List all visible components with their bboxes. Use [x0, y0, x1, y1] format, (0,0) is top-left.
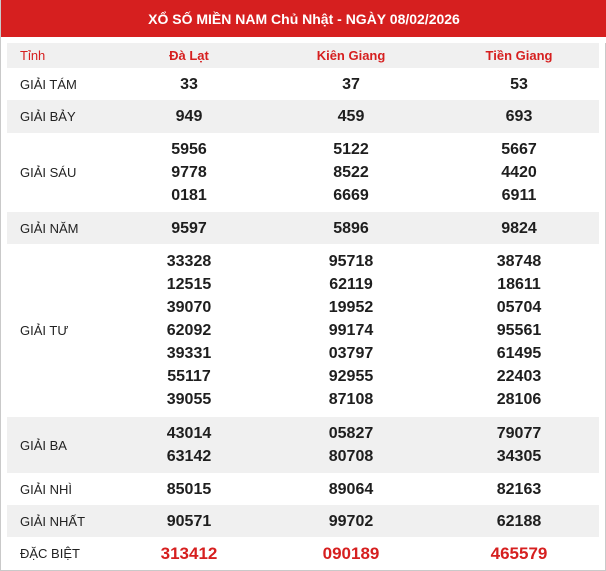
- winning-number: 5667: [501, 141, 537, 158]
- winning-number: 05827: [328, 425, 374, 442]
- winning-number: 37: [342, 75, 360, 93]
- table-row: [7, 473, 599, 505]
- winning-number: 22403: [496, 368, 542, 385]
- prize-cell-p2: [263, 212, 439, 244]
- winning-number: 693: [505, 108, 533, 125]
- winning-number: 19952: [328, 299, 374, 316]
- prize-label: GIẢI BẢY: [20, 109, 76, 124]
- winning-number: 85015: [166, 480, 212, 498]
- winning-number: 53: [510, 75, 528, 93]
- winning-number: 03797: [328, 345, 374, 362]
- winning-number: 465579: [490, 543, 548, 563]
- column-header-tien-giang[interactable]: Tiền Giang: [485, 48, 553, 63]
- winning-number: 79077: [496, 425, 542, 442]
- winning-number: 5956: [171, 141, 207, 158]
- table-row: [7, 100, 599, 133]
- prize-label: GIẢI NHÌ: [20, 481, 73, 497]
- prize-cell-p1: [115, 537, 263, 569]
- prize-cell-p1: [115, 505, 263, 537]
- winning-number: 4420: [501, 164, 537, 181]
- prize-label: GIẢI NHẤT: [20, 513, 86, 529]
- province-column-header: Tỉnh: [20, 48, 46, 63]
- winning-number: 313412: [160, 543, 218, 563]
- winning-number: 80708: [328, 448, 374, 465]
- prize-cell-p1: [115, 212, 263, 244]
- prize-cell-p1: [115, 133, 263, 212]
- winning-number: 34305: [496, 448, 542, 465]
- winning-number: 33: [180, 75, 198, 93]
- winning-number: 8522: [333, 164, 369, 181]
- winning-number: 05704: [496, 299, 542, 316]
- column-header-da-lat[interactable]: Đà Lạt: [169, 48, 209, 63]
- winning-number: 090189: [322, 543, 380, 563]
- table-row: [7, 68, 599, 100]
- winning-number: 6669: [333, 187, 369, 204]
- winning-number: 33328: [166, 253, 212, 270]
- winning-number: 459: [337, 108, 365, 125]
- prize-label: GIẢI TƯ: [20, 323, 69, 338]
- winning-number: 90571: [166, 512, 212, 530]
- winning-number: 28106: [496, 391, 542, 408]
- winning-number: 43014: [166, 425, 212, 442]
- prize-cell-p3: [439, 505, 599, 537]
- prize-cell-p3: [439, 133, 599, 212]
- prize-cell-p2: [263, 537, 439, 569]
- results-title-bar: [1, 0, 606, 37]
- winning-number: 12515: [166, 276, 212, 293]
- prize-label: GIẢI TÁM: [20, 76, 77, 92]
- prize-cell-p3: [439, 417, 599, 473]
- prize-label: GIẢI NĂM: [20, 220, 79, 236]
- winning-number: 99174: [328, 322, 374, 339]
- winning-number: 5896: [333, 219, 369, 237]
- prize-label: GIẢI BA: [20, 437, 67, 453]
- prize-cell-p1: [115, 473, 263, 505]
- winning-number: 39331: [166, 345, 212, 362]
- table-row: [7, 417, 599, 473]
- table-row: [7, 212, 599, 244]
- winning-number: 82163: [496, 480, 542, 498]
- winning-number: 61495: [496, 345, 542, 362]
- prize-cell-p2: [263, 417, 439, 473]
- prize-cell-p1: [115, 100, 263, 133]
- winning-number: 63142: [166, 448, 212, 465]
- winning-number: 9824: [501, 219, 537, 237]
- winning-number: 99702: [328, 512, 374, 530]
- prize-cell-p1: [115, 244, 263, 417]
- winning-number: 9778: [171, 164, 207, 181]
- prize-cell-p2: [263, 473, 439, 505]
- winning-number: 62119: [329, 276, 373, 293]
- prize-cell-p3: [439, 212, 599, 244]
- winning-number: 39055: [166, 391, 212, 408]
- results-title: XỔ SỐ MIỀN NAM Chủ Nhật - NGÀY 08/02/2026: [148, 10, 460, 27]
- table-row: [7, 505, 599, 537]
- winning-number: 18611: [497, 276, 541, 293]
- winning-number: 62188: [496, 512, 542, 530]
- winning-number: 38748: [496, 253, 542, 270]
- winning-number: 87108: [328, 391, 374, 408]
- prize-cell-p1: [115, 417, 263, 473]
- prize-cell-p2: [263, 100, 439, 133]
- winning-number: 5122: [333, 141, 369, 158]
- prize-cell-p3: [439, 244, 599, 417]
- table-row: [7, 244, 599, 417]
- winning-number: 62092: [166, 322, 212, 339]
- winning-number: 0181: [171, 187, 207, 204]
- table-row: [7, 133, 599, 212]
- prize-cell-p2: [263, 244, 439, 417]
- winning-number: 949: [175, 108, 203, 125]
- winning-number: 9597: [171, 219, 207, 237]
- winning-number: 95718: [328, 253, 374, 270]
- winning-number: 92955: [328, 368, 374, 385]
- prize-label: GIẢI SÁU: [20, 165, 77, 180]
- winning-number: 95561: [496, 322, 542, 339]
- column-header-kien-giang[interactable]: Kiên Giang: [316, 48, 386, 63]
- prize-cell-p3: [439, 100, 599, 133]
- prize-cell-p3: [439, 473, 599, 505]
- prize-cell-p2: [263, 68, 439, 100]
- winning-number: 89064: [328, 480, 374, 498]
- table-row: [7, 537, 599, 569]
- winning-number: 6911: [501, 187, 537, 204]
- winning-number: 55117: [167, 368, 211, 385]
- prize-cell-p3: [439, 537, 599, 569]
- table-header-row: [7, 43, 599, 68]
- prize-cell-p2: [263, 133, 439, 212]
- prize-cell-p1: [115, 68, 263, 100]
- prize-label: ĐẶC BIỆT: [20, 545, 80, 561]
- prize-cell-p2: [263, 505, 439, 537]
- prize-cell-p3: [439, 68, 599, 100]
- winning-number: 39070: [166, 299, 212, 316]
